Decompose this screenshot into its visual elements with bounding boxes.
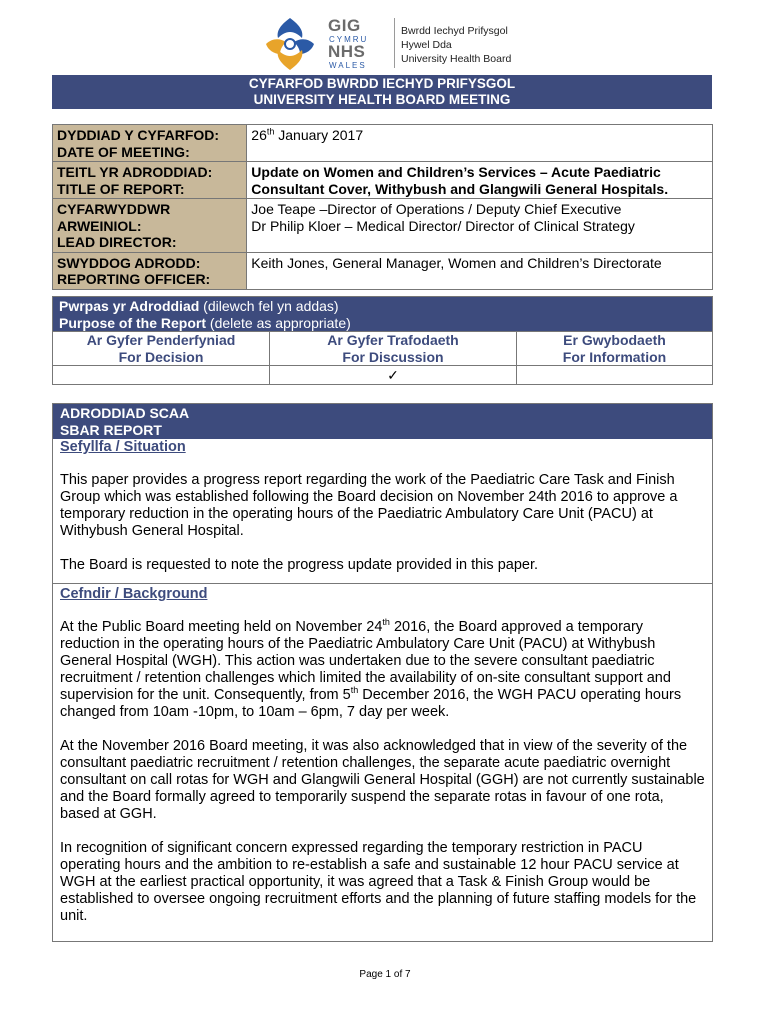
- situation-paragraph-2: The Board is requested to note the progress update provided in this paper.: [60, 557, 539, 573]
- background-paragraph-2: At the November 2016 Board meeting, it was also acknowledged that in view of the severity of the consultant paediatric recruitment / retention challenges, the separate acute paediatric overnight consultant on call rotas for WGH and Glangwili General Hospital (GGH) are not currently sustainable and the Board formally agreed to temporarily suspend the separate rotas in favour of one rota, based at GGH.: [60, 738, 705, 822]
- lead-director-row: [53, 199, 713, 253]
- option-for-discussion: Ar Gyfer Trafodaeth For Discussion: [270, 332, 517, 366]
- reporting-officer-label: SWYDDOG ADRODD: REPORTING OFFICER:: [53, 252, 247, 289]
- tick-cell-information: [517, 366, 713, 385]
- background-heading: Cefndir / Background: [53, 583, 712, 602]
- date-label: DYDDIAD Y CYFARFOD: DATE OF MEETING:: [53, 125, 247, 162]
- meeting-title-english: UNIVERSITY HEALTH BOARD MEETING: [253, 92, 511, 107]
- background-paragraph-1: At the Public Board meeting held on November 24th 2016, the Board approved a temporary reduction in the operating hours of the Paediatric Ambulatory Care Unit (PACU) at Withybush General Hospital (WGH). This action was undertaken due to the severe consultant paediatric recruitment / retention challenges which limited the availability of on-site consultant support and supervision for the unit. Consequently, from 5th December 2016, the WGH PACU operating hours changed from 10am -10pm, to 10am – 6pm, 7 day per week.: [60, 617, 682, 720]
- lead-director-value: Joe Teape –Director of Operations / Deputy Chief Executive Dr Philip Kloer – Medical Director/ Director of Clinical Strategy: [247, 199, 713, 253]
- dove-emblem-icon: [258, 14, 322, 74]
- date-row: [53, 125, 713, 162]
- meeting-title-welsh: CYFARFOD BWRDD IECHYD PRIFYSGOL: [248, 76, 516, 91]
- option-for-information: Er Gwybodaeth For Information: [517, 332, 713, 366]
- situation-paragraph-1: This paper provides a progress report regarding the work of the Paediatric Care Task and Finish Group which was established following the Board decision on November 24th 2016 to approve a temporary reduction in the operating hours of the Paediatric Ambulatory Care Unit (PACU) at Withybush General Hospital.: [60, 472, 678, 539]
- background-paragraph-3: In recognition of significant concern expressed regarding the temporary restriction in PACU operating hours and the ambition to re-establish a safe and sustainable 12 hour PACU service at WGH at the earliest practical opportunity, it was agreed that a Task & Finish Group would be established to oversee ongoing recruitment efforts and the planning of future staffing models for the unit.: [60, 840, 697, 924]
- nhs-wordmark: [328, 16, 390, 74]
- date-value: 26th January 2017: [247, 125, 713, 162]
- sbar-report-box: [52, 403, 713, 942]
- health-board-logo: [258, 12, 558, 76]
- title-label: TEITL YR ADRODDIAD: TITLE OF REPORT:: [53, 162, 247, 199]
- tick-cell-discussion: ✓: [270, 366, 517, 385]
- purpose-table: [52, 296, 713, 385]
- report-info-table: [52, 124, 713, 290]
- purpose-header: Pwrpas yr Adroddiad (dilewch fel yn addas) Purpose of the Report (delete as appropriate): [53, 297, 713, 332]
- logo-divider: [394, 18, 395, 68]
- organisation-name: Bwrdd Iechyd Prifysgol Hywel Dda University Health Board: [401, 25, 512, 65]
- reporting-officer-row: [53, 252, 713, 289]
- lead-director-label: CYFARWYDDWR ARWEINIOL: LEAD DIRECTOR:: [53, 199, 247, 253]
- title-row: [53, 162, 713, 199]
- meeting-title-bar: [52, 75, 712, 109]
- purpose-options-row: [53, 332, 713, 366]
- sbar-header: ADRODDIAD SCAA SBAR REPORT: [53, 404, 712, 439]
- gig-text: GIG: [328, 16, 361, 35]
- option-for-decision: Ar Gyfer Penderfyniad For Decision: [53, 332, 270, 366]
- purpose-header-row: [53, 297, 713, 332]
- tick-cell-decision: [53, 366, 270, 385]
- page-number: Page 1 of 7: [359, 969, 411, 980]
- nhs-text: NHS: [328, 42, 366, 61]
- reporting-officer-value: Keith Jones, General Manager, Women and Children’s Directorate: [247, 252, 713, 289]
- wales-text: WALES: [329, 61, 367, 70]
- cymru-text: CYMRU: [329, 35, 369, 44]
- report-title-value: Update on Women and Children’s Services – Acute Paediatric Consultant Cover, Withybush and Glangwili General Hospitals.: [247, 162, 713, 199]
- situation-heading: Sefyllfa / Situation: [60, 439, 186, 455]
- purpose-tick-row: [53, 366, 713, 385]
